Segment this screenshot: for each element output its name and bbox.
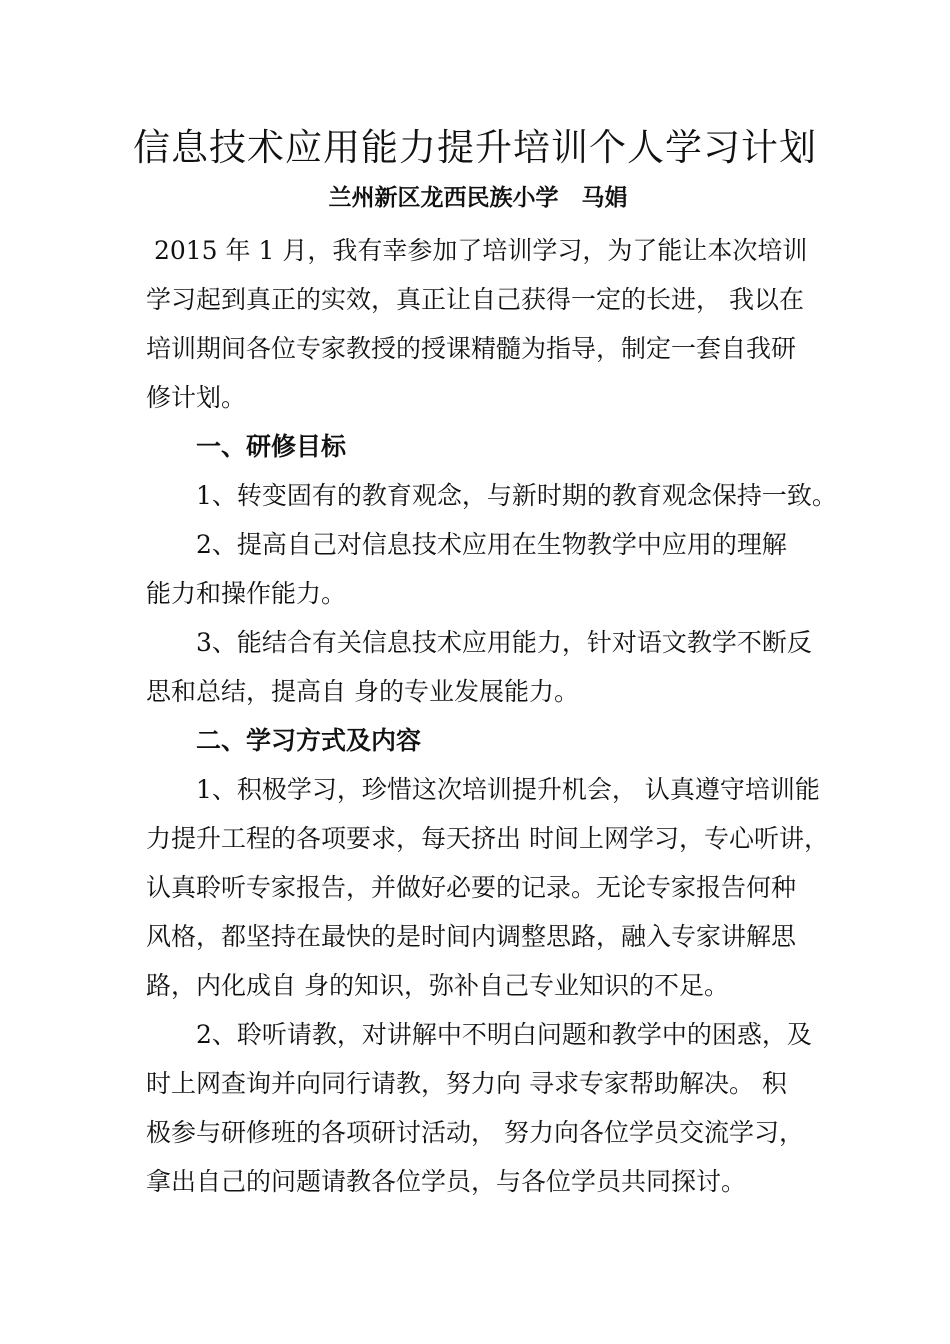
document-body xyxy=(146,226,837,1206)
paragraph-line: 时上网查询并向同行请教，努力向 寻求专家帮助解决。 积 xyxy=(146,1069,787,1098)
document-title: 信息技术应用能力提升培训个人学习计划 xyxy=(133,126,817,169)
section-heading: 二、学习方式及内容 xyxy=(196,726,422,755)
paragraph-line: 2、聆听请教，对讲解中不明白问题和教学中的困惑，及 xyxy=(196,1020,812,1049)
paragraph-line: 拿出自己的问题请教各位学员，与各位学员共同探讨。 xyxy=(146,1167,747,1196)
paragraph-line: 2、提高自己对信息技术应用在生物教学中应用的理解 xyxy=(196,530,787,559)
paragraph-line: 认真聆听专家报告，并做好必要的记录。无论专家报告何种 xyxy=(146,873,797,902)
paragraph-line: 学习起到真正的实效，真正让自己获得一定的长进， 我以在 xyxy=(146,285,804,314)
paragraph-line: 1、积极学习，珍惜这次培训提升机会， 认真遵守培训能 xyxy=(196,775,820,804)
paragraph-line: 极参与研修班的各项研讨活动， 努力向各位学员交流学习， xyxy=(146,1118,804,1147)
paragraph-line: 1、转变固有的教育观念，与新时期的教育观念保持一致。 xyxy=(196,481,837,510)
paragraph-line: 力提升工程的各项要求，每天挤出 时间上网学习，专心听讲， xyxy=(146,824,829,853)
paragraph-line: 3、能结合有关信息技术应用能力，针对语文教学不断反 xyxy=(196,628,812,657)
paragraph-line: 能力和操作能力。 xyxy=(146,579,347,608)
section-heading: 一、研修目标 xyxy=(196,432,347,461)
paragraph-line: 培训期间各位专家教授的授课精髓为指导，制定一套自我研 xyxy=(146,334,797,363)
paragraph-line: 风格，都坚持在最快的是时间内调整思路，融入专家讲解思 xyxy=(146,922,797,951)
paragraph-line: 2015 年 1 月，我有幸参加了培训学习，为了能让本次培训 xyxy=(146,236,808,265)
document-subtitle: 兰州新区龙西民族小学 马娟 xyxy=(328,184,628,211)
paragraph-line: 思和总结，提高自 身的专业发展能力。 xyxy=(146,677,579,706)
paragraph-line: 路，内化成自 身的知识，弥补自己专业知识的不足。 xyxy=(146,971,729,1000)
paragraph-line: 修计划。 xyxy=(146,383,247,412)
